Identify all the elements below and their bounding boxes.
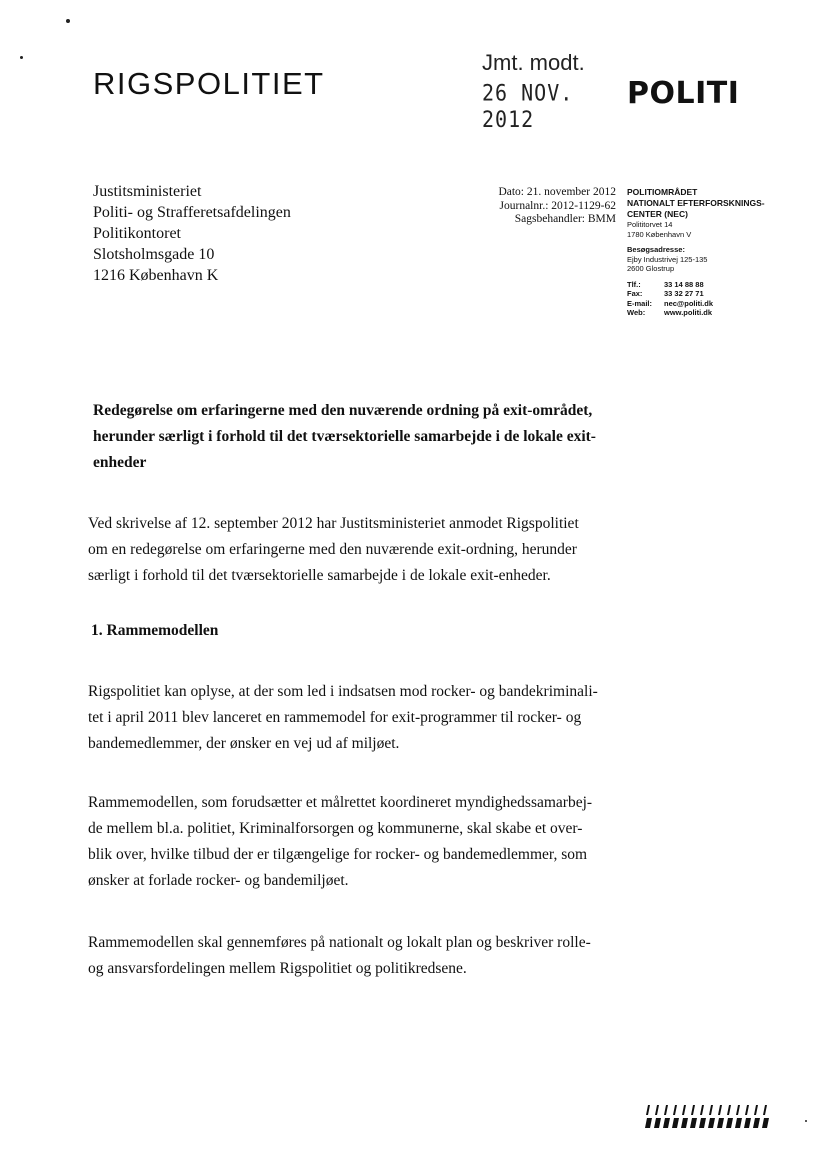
journal-number: Journalnr.: 2012-1129-62 (499, 199, 616, 212)
contact-web (627, 308, 822, 318)
subject-line: enheder (93, 454, 147, 471)
recipient-address (93, 181, 291, 286)
section-heading: 1. Rammemodellen (91, 622, 219, 639)
visit-city: 2600 Glostrup (627, 264, 675, 273)
scan-speck (805, 1120, 807, 1122)
contact-label: Web: (627, 308, 646, 317)
contact-label: Fax: (627, 289, 643, 298)
paragraph-line: særligt i forhold til det tværsektorielle samarbejde i de lokale exit-enheder. (88, 567, 551, 584)
sender-unit-line: CENTER (NEC) (627, 209, 688, 219)
paragraph-intro (88, 511, 633, 589)
sender-street: Polititorvet 14 (627, 220, 673, 229)
sender-unit-line: POLITIOMRÅDET (627, 187, 698, 197)
contact-value: www.politi.dk (664, 308, 713, 317)
recipient-line: Politi- og Strafferetsafdelingen (93, 204, 291, 221)
paragraph-implementation (88, 930, 633, 982)
recipient-line: Politikontoret (93, 225, 181, 242)
sender-block (627, 187, 822, 318)
sender-unit-line: NATIONALT EFTERFORSKNINGS- (627, 198, 765, 208)
stamp-received-label: Jmt. modt. (482, 50, 585, 75)
contact-value: 33 14 88 88 (664, 279, 704, 289)
paragraph-line: og ansvarsfordelingen mellem Rigspolitiet og politikredsene. (88, 960, 467, 977)
recipient-line: Justitsministeriet (93, 183, 202, 200)
contact-fax (627, 289, 822, 299)
visit-street: Ejby Industrivej 125-135 (627, 254, 708, 264)
paragraph-line: Rigspolitiet kan oplyse, at der som led i indsatsen mod rocker- og bandekriminali- (88, 683, 598, 700)
paragraph-line: de mellem bl.a. politiet, Kriminalforsorgen og kommunerne, skal skabe et over- (88, 820, 583, 837)
paragraph-framework (88, 679, 633, 757)
scan-speck (20, 56, 23, 59)
stamp-date: 26 NOV. 2012 (482, 79, 574, 133)
sender-city: 1780 København V (627, 229, 692, 239)
paragraph-line: blik over, hvilke tilbud der er tilgængelige for rocker- og bandemedlemmer, som (88, 846, 588, 863)
contact-label: Tlf.: (627, 279, 641, 289)
paragraph-line: om en redegørelse om erfaringerne med den nuværende exit-ordning, herunder (88, 541, 577, 558)
org-name: RIGSPOLITIET (93, 66, 325, 101)
contact-phone (627, 280, 822, 290)
contact-value: nec@politi.dk (664, 298, 713, 308)
contact-label: E-mail: (627, 298, 653, 308)
case-handler: Sagsbehandler: BMM (514, 213, 616, 225)
document-barcode (645, 1103, 775, 1129)
subject-line: Redegørelse om erfaringerne med den nuværende ordning på exit-området, (93, 402, 593, 419)
recipient-line: Slotsholmsgade 10 (93, 246, 215, 263)
visit-address-label: Besøgsadresse: (627, 245, 685, 254)
recipient-line: 1216 København K (93, 267, 219, 284)
paragraph-line: Rammemodellen skal gennemføres på nationalt og lokalt plan og beskriver rolle- (88, 934, 591, 951)
scan-speck (66, 19, 70, 23)
contact-email (627, 299, 822, 309)
letter-date: Dato: 21. november 2012 (498, 186, 616, 198)
contact-value: 33 32 27 71 (664, 289, 704, 298)
letter-metadata (470, 186, 616, 227)
paragraph-line: Rammemodellen, som forudsætter et målrettet koordineret myndighedssamarbej- (88, 794, 593, 811)
paragraph-line: ønsker at forlade rocker- og bandemiljøet. (88, 872, 349, 889)
letter-subject (93, 398, 653, 476)
paragraph-line: bandemedlemmer, der ønsker en vej ud af miljøet. (88, 735, 400, 752)
paragraph-line: tet i april 2011 blev lanceret en rammemodel for exit-programmer til rocker- og (88, 709, 582, 726)
received-stamp (482, 50, 602, 133)
paragraph-line: Ved skrivelse af 12. september 2012 har Justitsministeriet anmodet Rigspolitiet (88, 515, 579, 532)
politi-logo: POLITI (627, 76, 740, 111)
paragraph-cooperation (88, 790, 633, 894)
subject-line: herunder særligt i forhold til det tværsektorielle samarbejde i de lokale exit- (93, 428, 596, 445)
